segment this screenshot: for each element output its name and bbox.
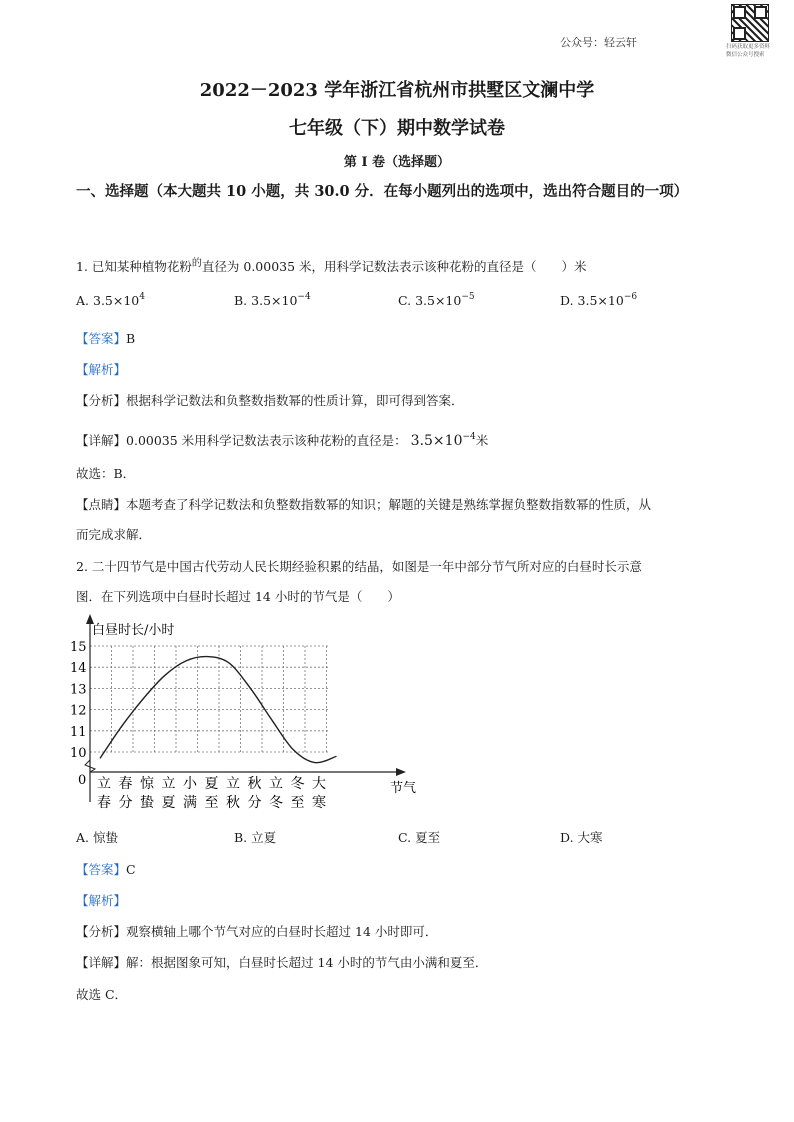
q1-analysis-tag: 【解析】 [76, 362, 127, 377]
q1-option-a: A. $3.5\times 10^4$ [76, 292, 145, 308]
y-tick-label: 14 [70, 661, 87, 677]
qr-code-icon [731, 4, 769, 42]
q2-option-d: D. 大寒 [560, 830, 603, 845]
q1-conclusion: 故选：B． [76, 466, 136, 481]
origin-label: 0 [78, 773, 87, 788]
q1-fenxi: 【分析】根据科学记数法和负整数指数幂的性质计算，即可得到答案． [76, 393, 464, 408]
section-heading: 一、选择题（本大题共 10 小题，共 30.0 分．在每小题列出的选项中，选出符合题目的一项） [76, 183, 689, 200]
q1-answer: 【答案】B [76, 331, 136, 346]
y-tick-label: 11 [70, 724, 87, 740]
page-title-line2: 七年级（下）期中数学试卷 [289, 118, 505, 139]
x-category-label: 秋 [247, 776, 262, 792]
x-axis-arrow [396, 768, 406, 776]
volume-heading: 第 I 卷（选择题） [343, 155, 451, 170]
x-category-label: 立 [269, 776, 283, 792]
q2-option-c: C. 夏至 [398, 830, 441, 845]
x-category-label: 春 [97, 795, 111, 811]
q2-analysis-tag: 【解析】 [76, 893, 127, 908]
q1-dianjing: 【点睛】本题考查了科学记数法和负整数指数幂的知识；解题的关键是熟练掌握负整数指数幂的性质，从 [76, 497, 652, 512]
x-category-label: 冬 [290, 776, 305, 792]
y-tick-label: 15 [70, 640, 87, 655]
x-category-label: 立 [97, 776, 111, 792]
public-account-label: 公众号：轻云轩 [560, 36, 637, 49]
q2-stem-line1: 2. 二十四节气是中国古代劳动人民长期经验积累的结晶，如图是一年中部分节气所对应的白昼时长示意 [76, 559, 642, 574]
x-category-label: 小 [183, 776, 197, 792]
x-category-label: 寒 [312, 795, 326, 811]
x-category-label: 满 [183, 795, 197, 811]
q2-option-a: A. 惊蛰 [76, 830, 119, 845]
q1-option-b: B. $3.5\times 10^{-4}$ [234, 292, 311, 308]
q1-stem: 1. 已知某种植物花粉$^的$直径为 0.00035 米，用科学记数法表示该种花粉的直径是（ ）米 [76, 258, 587, 274]
x-category-label: 立 [226, 776, 240, 792]
x-category-label: 夏 [161, 795, 176, 811]
x-category-label: 大 [312, 776, 326, 792]
y-tick-label: 12 [70, 703, 87, 719]
x-category-label: 至 [204, 795, 219, 811]
y-tick-label: 10 [70, 746, 87, 761]
x-category-label: 分 [118, 795, 133, 811]
q1-xiangjie: 【详解】0.00035 米用科学记数法表示该种花粉的直径是： $3.5\times 10^{-4}$米 [76, 432, 489, 449]
q1-option-d: D. $3.5\times 10^{-6}$ [560, 292, 638, 308]
x-axis-label: 节气 [390, 781, 417, 796]
q2-fenxi: 【分析】观察横轴上哪个节气对应的白昼时长超过 14 小时即可． [76, 924, 438, 939]
qr-caption: 扫码获取更多资料 [726, 44, 771, 50]
q2-answer: 【答案】C [76, 862, 136, 877]
x-category-label: 夏 [204, 776, 219, 792]
x-category-label: 分 [247, 795, 262, 811]
x-category-label: 春 [118, 776, 133, 792]
x-category-label: 至 [290, 795, 305, 811]
x-category-label: 惊 [140, 776, 154, 792]
x-category-label: 蛰 [140, 795, 154, 811]
q1-option-c: C. $3.5\times 10^{-5}$ [398, 292, 475, 308]
q1-dianjing-cont: 而完成求解． [76, 527, 152, 542]
qr-caption-2: 微信公众号搜索 [726, 52, 765, 58]
y-axis-label: 白昼时长/小时 [92, 623, 175, 638]
q2-stem-line2: 图．在下列选项中白昼时长超过 14 小时的节气是（ ） [76, 589, 400, 604]
x-category-label: 秋 [226, 795, 240, 811]
q2-xiangjie: 【详解】解：根据图象可知，白昼时长超过 14 小时的节气由小满和夏至． [76, 955, 488, 970]
page-title-line1: 2022－2023 学年浙江省杭州市拱墅区文澜中学 [199, 80, 595, 101]
x-category-label: 立 [161, 776, 176, 792]
q2-option-b: B. 立夏 [234, 830, 277, 845]
daylight-chart [70, 612, 430, 818]
q2-conclusion: 故选 C． [76, 987, 128, 1002]
x-category-label: 冬 [269, 795, 283, 811]
y-tick-label: 13 [70, 682, 87, 698]
